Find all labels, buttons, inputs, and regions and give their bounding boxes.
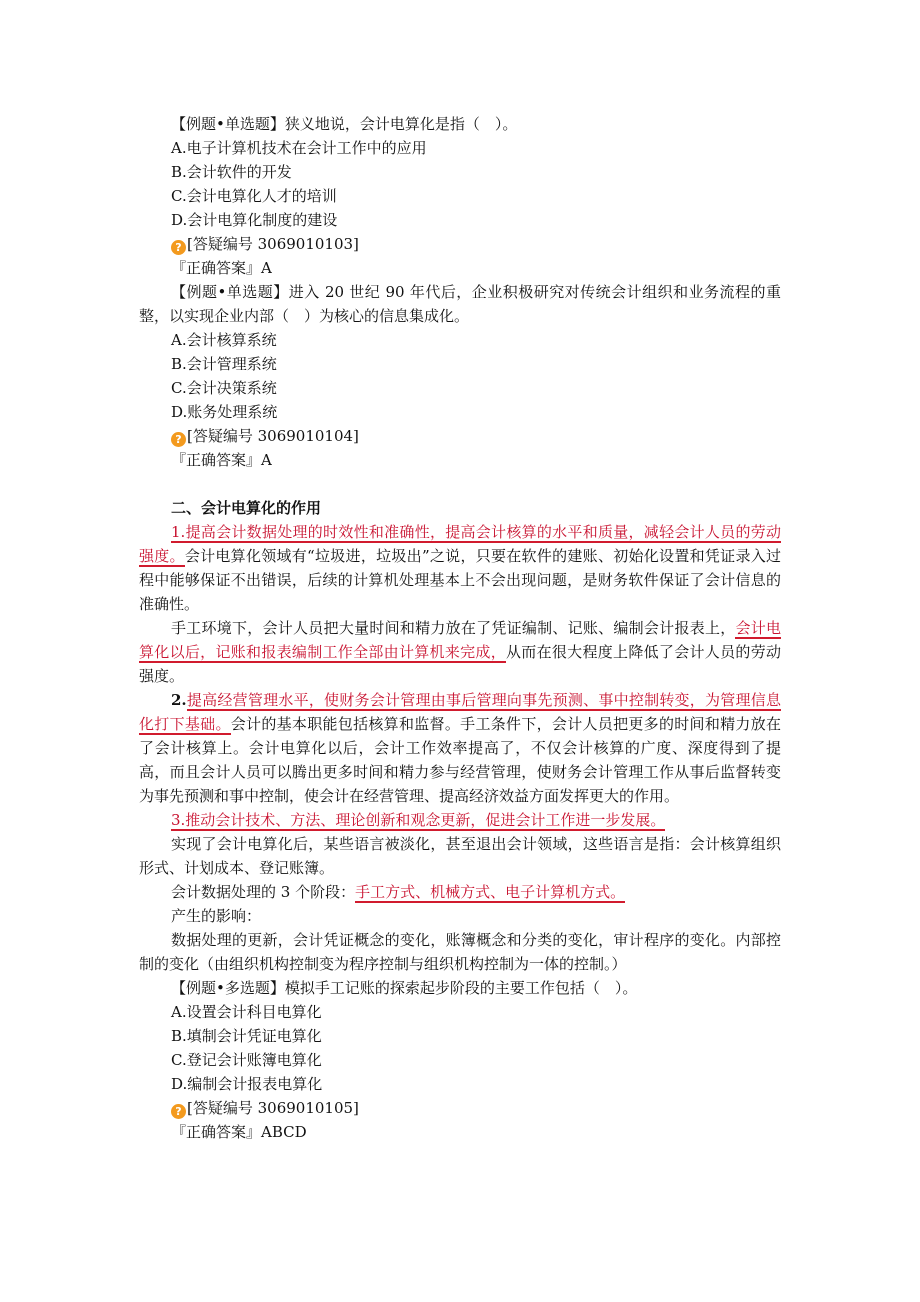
- section-paragraph-2: [139, 616, 781, 688]
- point-1-text: 会计电算化领域有“垃圾进，垃圾出”之说，只要在软件的建账、初始化设置和凭证录入过程中能够保证不出错误，后续的计算机处理基本上不会出现问题，是财务软件保证了会计信息的准确性。: [139, 547, 781, 613]
- section-paragraph-6: [139, 880, 781, 904]
- q1-option-d: D.会计电算化制度的建设: [171, 211, 338, 229]
- q1-option-a: A.电子计算机技术在会计工作中的应用: [171, 139, 427, 157]
- q2-option-b: B.会计管理系统: [171, 355, 277, 373]
- q2-option-a: A.会计核算系统: [171, 331, 277, 349]
- question-icon[interactable]: ?: [171, 1104, 186, 1119]
- q3-ref: [答疑编号 3069010105]: [187, 1099, 359, 1117]
- q3-option-c: C.登记会计账簿电算化: [171, 1051, 322, 1069]
- q1-option-b: B.会计软件的开发: [171, 163, 292, 181]
- manual-env-text: 手工环境下，会计人员把大量时间和精力放在了凭证编制、记账、编制会计报表上，: [171, 619, 736, 637]
- q3-option-b: B.填制会计凭证电算化: [171, 1027, 322, 1045]
- q3-answer: 『正确答案』ABCD: [171, 1123, 307, 1141]
- point-2-text: 会计的基本职能包括核算和监督。手工条件下，会计人员把更多的时间和精力放在了会计核算上。会计电算化以后，会计工作效率提高了，不仅会计核算的广度、深度得到了提高，而且会计人员可以腾出更多时间和精力参与经营管理，使财务会计管理工作从事后监督转变为事先预测和事中控制，使会计在经营管理、提高经济效益方面发挥更大的作用。: [139, 715, 781, 805]
- point-2-highlight: 提高经营管理水平，使财务会计管理由事后管理向事先预测、事中控制转变，为管理信息化打下基础。: [139, 691, 781, 733]
- q3-option-d: D.编制会计报表电算化: [171, 1075, 323, 1093]
- point-1-highlight: 1.提高会计数据处理的时效性和准确性，提高会计核算的水平和质量，减轻会计人员的劳动强度。: [139, 523, 781, 565]
- q1-stem: 【例题•单选题】狭义地说，会计电算化是指（ ）。: [171, 115, 518, 133]
- q1-option-c: C.会计电算化人才的培训: [171, 187, 337, 205]
- computerization-highlight: 会计电算化以后，记账和报表编制工作全部由计算机来完成，: [139, 619, 781, 661]
- stages-highlight: 手工方式、机械方式、电子计算机方式。: [355, 883, 626, 901]
- manual-env-text-2: 从而在很大程度上降低了会计人员的劳动强度。: [139, 643, 781, 685]
- q2-stem: 【例题•单选题】进入 20 世纪 90 年代后，企业积极研究对传统会计组织和业务流程的重整，以实现企业内部（ ）为核心的信息集成化。: [139, 283, 781, 325]
- section-paragraph-1: [139, 520, 781, 616]
- q1-ref-row[interactable]: [139, 232, 781, 256]
- q1-answer: 『正确答案』A: [171, 259, 272, 277]
- q3-option-a: A.设置会计科目电算化: [171, 1003, 322, 1021]
- q3-ref-row[interactable]: [139, 1096, 781, 1120]
- document-body: [139, 112, 781, 1144]
- q2-answer: 『正确答案』A: [171, 451, 272, 469]
- stages-text: 会计数据处理的 3 个阶段：: [171, 883, 356, 901]
- q2-ref: [答疑编号 3069010104]: [187, 427, 359, 445]
- q1-ref: [答疑编号 3069010103]: [187, 235, 359, 253]
- q2-option-d: D.账务处理系统: [171, 403, 278, 421]
- point-2-number: 2.: [171, 691, 187, 709]
- section-paragraph-4: [139, 808, 781, 832]
- section-paragraph-7: 产生的影响：: [171, 907, 262, 925]
- question-icon[interactable]: ?: [171, 432, 186, 447]
- section-paragraph-5: 实现了会计电算化后，某些语言被淡化，甚至退出会计领域，这些语言是指：会计核算组织形式、计划成本、登记账簿。: [139, 835, 781, 877]
- question-icon[interactable]: ?: [171, 240, 186, 255]
- section-paragraph-3: [139, 688, 781, 808]
- section-paragraph-8: 数据处理的更新，会计凭证概念的变化，账簿概念和分类的变化，审计程序的变化。内部控制的变化（由组织机构控制变为程序控制与组织机构控制为一体的控制。）: [139, 931, 781, 973]
- spacer: [139, 472, 781, 496]
- q2-ref-row[interactable]: [139, 424, 781, 448]
- section-title: 二、会计电算化的作用: [171, 499, 322, 517]
- q3-stem: 【例题•多选题】模拟手工记账的探索起步阶段的主要工作包括（ ）。: [171, 979, 638, 997]
- point-3-highlight: 3.推动会计技术、方法、理论创新和观念更新，促进会计工作进一步发展。: [171, 811, 666, 829]
- q2-option-c: C.会计决策系统: [171, 379, 277, 397]
